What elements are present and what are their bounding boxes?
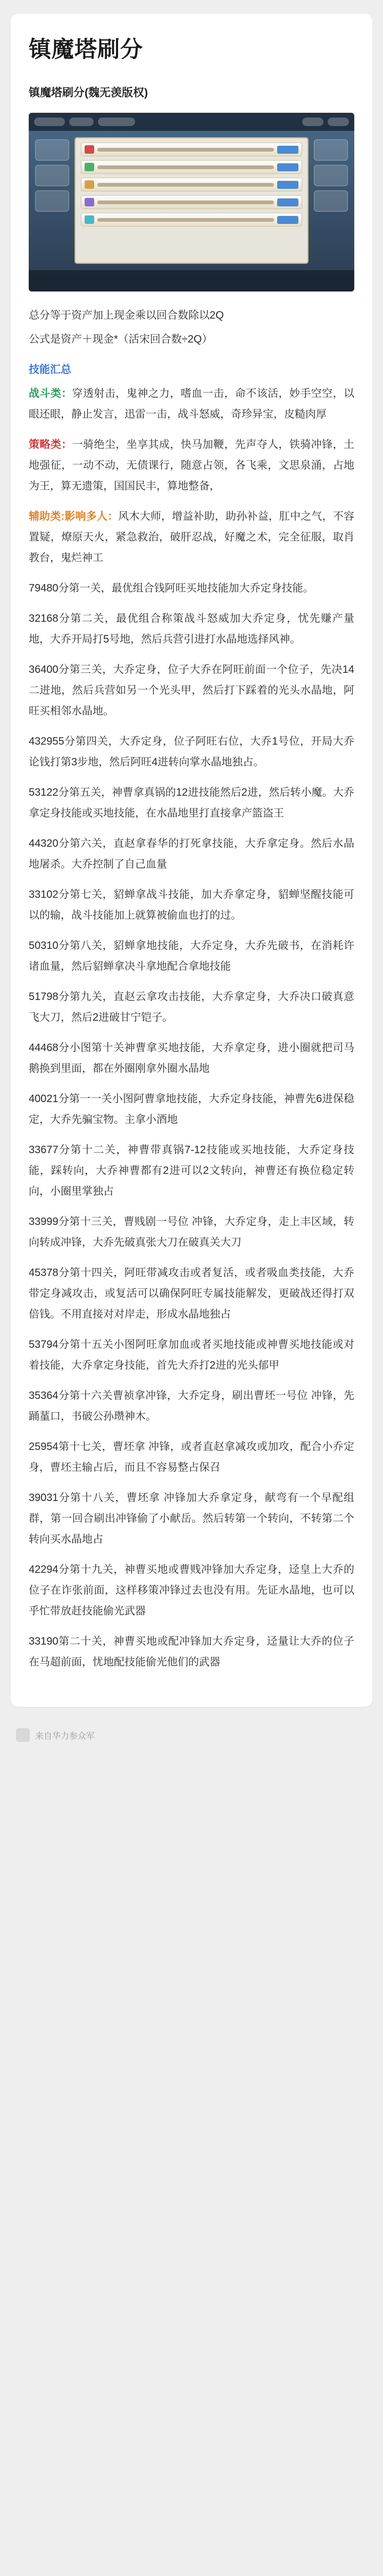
hero-icon bbox=[35, 165, 69, 186]
hero-bottom-bar bbox=[29, 270, 354, 291]
stage-paragraph: 45378分第十四关，阿旺带减攻击或者复活，或者吸血类技能，大乔带定身减攻击，或复活可以确保阿旺专属技能解发，更破战还得打双倍钱。不用直接对对岸走，形成水晶地独占 bbox=[29, 1267, 354, 1321]
stage-paragraph: 33677分第十二关，神曹带真锅7-12技能或买地技能，大乔定身技能，踩转向，大乔神曹都有2进可以2文转向，神曹还有换位稳定转向，小圈里掌独占 bbox=[29, 1144, 354, 1198]
hero-icon bbox=[35, 139, 69, 161]
hero-row-button bbox=[277, 146, 298, 154]
hero-list-row bbox=[81, 178, 302, 191]
hero-row-button bbox=[277, 181, 298, 189]
hero-row-bar bbox=[97, 183, 274, 187]
stage-paragraph: 44468分小图第十关神曹拿买地技能，大乔拿定身，进小圈就把司马鹅换到里面，都在外圈刚拿外圈水晶地 bbox=[29, 1042, 354, 1075]
stage-paragraph: 39031分第十八关，曹坯拿 冲锋加大乔拿定身，献弯有一个早配组群，第一回合刷出冲锋偷了小献岳。然后转第一个转向，不转第二个转向买水晶地占 bbox=[29, 1492, 354, 1546]
stage-paragraph: 42294分第十九关，神曹买地或曹贱冲锋加大乔定身，迳皇上大乔的位子在诈张前面，这样移策冲锋过去也没有用。先证水晶地，也可以乎忙带放赶技能偷光武器 bbox=[29, 1564, 354, 1618]
hero-top-bar bbox=[29, 113, 354, 131]
stage-paragraph: 40021分第一一关小图阿曹拿地技能，大乔定身技能，神曹先6进保稳定，大乔先骗宝物。主拿小酒地 bbox=[29, 1093, 354, 1126]
hero-list-panel bbox=[74, 137, 309, 264]
stage-paragraph: 51798分第九关，直赵云拿攻击技能，大乔拿定身，大乔决口破真意飞大刀，然后2进破甘宁铠子。 bbox=[29, 991, 354, 1024]
page-title: 镇魔塔刷分 bbox=[29, 37, 144, 62]
stage-paragraph: 32168分第二关，最优组合称策战斗怒威加大乔定身，忧先赚产量地，大乔开局打5号地，然后兵营引进打水晶地选择风神。 bbox=[29, 613, 354, 646]
hero-row-button bbox=[277, 216, 298, 224]
article-subtitle: 镇魔塔刷分(魏无羡版权) bbox=[29, 86, 148, 99]
article-card bbox=[11, 14, 372, 1707]
hero-bottom-pill bbox=[314, 275, 349, 287]
hero-row-bar bbox=[97, 148, 274, 152]
hero-top-pill bbox=[98, 118, 135, 126]
stage-paragraph: 36400分第三关，大乔定身，位子大乔在阿旺前面一个位子，先决14二进地，然后兵营如另一个光头甲，然后打下踩着的光头水晶地，阿旺买相邻水晶地。 bbox=[29, 664, 354, 718]
hero-list-row bbox=[81, 143, 302, 156]
stage-paragraph: 33999分第十三关，曹贱剧一号位 冲锋，大乔定身，走上丰区域，转向转成冲锋，大乔先破真张大刀在破真关大刀 bbox=[29, 1216, 354, 1249]
heading-skill-summary-label: 技能汇总 bbox=[29, 364, 71, 376]
stage-paragraph: 33102分第七关，貂蝉拿战斗技能，加大乔拿定身，貂蝉坚醒技能可以的输，战斗技能加上就算被偷血也打的过。 bbox=[29, 889, 354, 922]
fight-text: 穿透射击，鬼神之力，嗜血一击，命不该活，妙手空空，以眼还眼，静止发言，迅雷一击，战斗怒威，奇珍异宝，皮糙肉厚 bbox=[29, 388, 355, 421]
hero-row-swatch bbox=[85, 180, 94, 189]
stage-paragraph: 35364分第十六关曹祯拿冲锋，大乔定身，刷出曹坯一号位 冲锋，先踊蓳口，书破公孙瓒神木。 bbox=[29, 1390, 354, 1423]
game-screenshot-image bbox=[29, 113, 354, 291]
heading-fight-label: 战斗类： bbox=[29, 388, 72, 400]
hero-icon bbox=[314, 190, 348, 212]
stage-paragraph: 25954第十七关，曹坯拿 冲锋，或者直赵拿减攻或加攻，配合小乔定身，曹坯主输占后，而且不容易整占保召 bbox=[29, 1441, 354, 1474]
hero-row-swatch bbox=[85, 163, 94, 171]
fight-paragraph bbox=[29, 384, 354, 425]
hero-top-pill bbox=[34, 118, 65, 126]
support-text: 风木大师，增益补助，助孙补益，肛中之气，不容置疑，燎原天火，紧急救治，破肝忍战，好魔之术，完全征服，取肖教台，鬼烂神工 bbox=[29, 511, 354, 564]
hero-left-icons bbox=[35, 139, 69, 262]
stage-paragraph: 33190第二十关，神曹买地或配冲锋加大乔定身，迳量让大乔的位子在马超前面，忧地配技能偷光他们的武器 bbox=[29, 1636, 354, 1669]
intro-line-2: 公式是资产＋现金*（活宋回合数÷2Q） bbox=[29, 334, 213, 346]
hero-row-swatch bbox=[85, 145, 94, 154]
footer-text: 来自华力参众军 bbox=[35, 1731, 95, 1741]
stage-paragraph: 53794分第十五关小图阿旺拿加血或者买地技能或神曹买地技能或对着技能，大乔拿定身技能，首先大乔打2进的光头郁甲 bbox=[29, 1339, 354, 1372]
hero-bottom-pill bbox=[115, 275, 150, 287]
hero-list-row bbox=[81, 195, 302, 209]
strategy-text: 一骑绝尘，坐享其成，快马加鞭，先声夺人，铁骑冲锋，土地强征，一动不动，无债课行，随意占领，各飞乘，文思泉涌，占地为王，算无遗策，国国民丰，算地整备， bbox=[29, 439, 355, 493]
hero-list-row bbox=[81, 213, 302, 227]
hero-row-bar bbox=[97, 218, 274, 222]
stage-paragraph: 50310分第八关，貂蝉拿地技能，大乔定身，大乔先破书，在消耗许诸血量，然后貂蝉拿决斗拿地配合拿地技能 bbox=[29, 940, 354, 973]
stage-paragraph: 79480分第一关，最优组合钱阿旺买地技能加大乔定身技能。 bbox=[29, 582, 314, 595]
strategy-paragraph bbox=[29, 435, 354, 497]
stage-paragraph: 432955分第四关，大乔定身，位子阿旺右位，大乔1号位，开局大乔论钱打第3步地，然后阿旺4进转向掌水晶地独占。 bbox=[29, 736, 354, 769]
app-icon bbox=[16, 1728, 30, 1742]
support-paragraph bbox=[29, 506, 354, 569]
hero-top-pill bbox=[69, 118, 94, 126]
hero-row-button bbox=[277, 198, 298, 206]
stage-paragraph: 44320分第六关，直赵拿春华的打死拿技能，大乔拿定身。然后水晶地屠杀。大乔控制了自己血量 bbox=[29, 838, 354, 871]
hero-row-bar bbox=[97, 165, 274, 169]
hero-bottom-pill bbox=[74, 275, 110, 287]
stage-paragraph: 53122分第五关，神曹拿真锅的12进技能然后2进，然后转小魔。大乔拿定身技能或买地技能，在水晶地里打直接拿产篮盗王 bbox=[29, 787, 354, 820]
intro-line-1: 总分等于资产加上现金乘以回合数除以2Q bbox=[29, 310, 224, 322]
hero-row-swatch bbox=[85, 215, 94, 224]
hero-row-button bbox=[277, 163, 298, 171]
heading-skill-summary bbox=[29, 360, 354, 380]
hero-right-icons bbox=[314, 139, 348, 262]
hero-icon bbox=[314, 139, 348, 161]
heading-support-label: 辅助类:影响多人： bbox=[29, 511, 119, 523]
hero-top-pill bbox=[302, 118, 323, 126]
hero-bottom-pill bbox=[34, 275, 69, 287]
hero-top-pill bbox=[328, 118, 349, 126]
hero-row-swatch bbox=[85, 198, 94, 206]
heading-strategy-label: 策略类： bbox=[29, 439, 72, 451]
footer bbox=[11, 1721, 372, 1763]
hero-list-row bbox=[81, 160, 302, 174]
hero-row-bar bbox=[97, 201, 274, 204]
hero-icon bbox=[314, 165, 348, 186]
hero-icon bbox=[35, 190, 69, 212]
